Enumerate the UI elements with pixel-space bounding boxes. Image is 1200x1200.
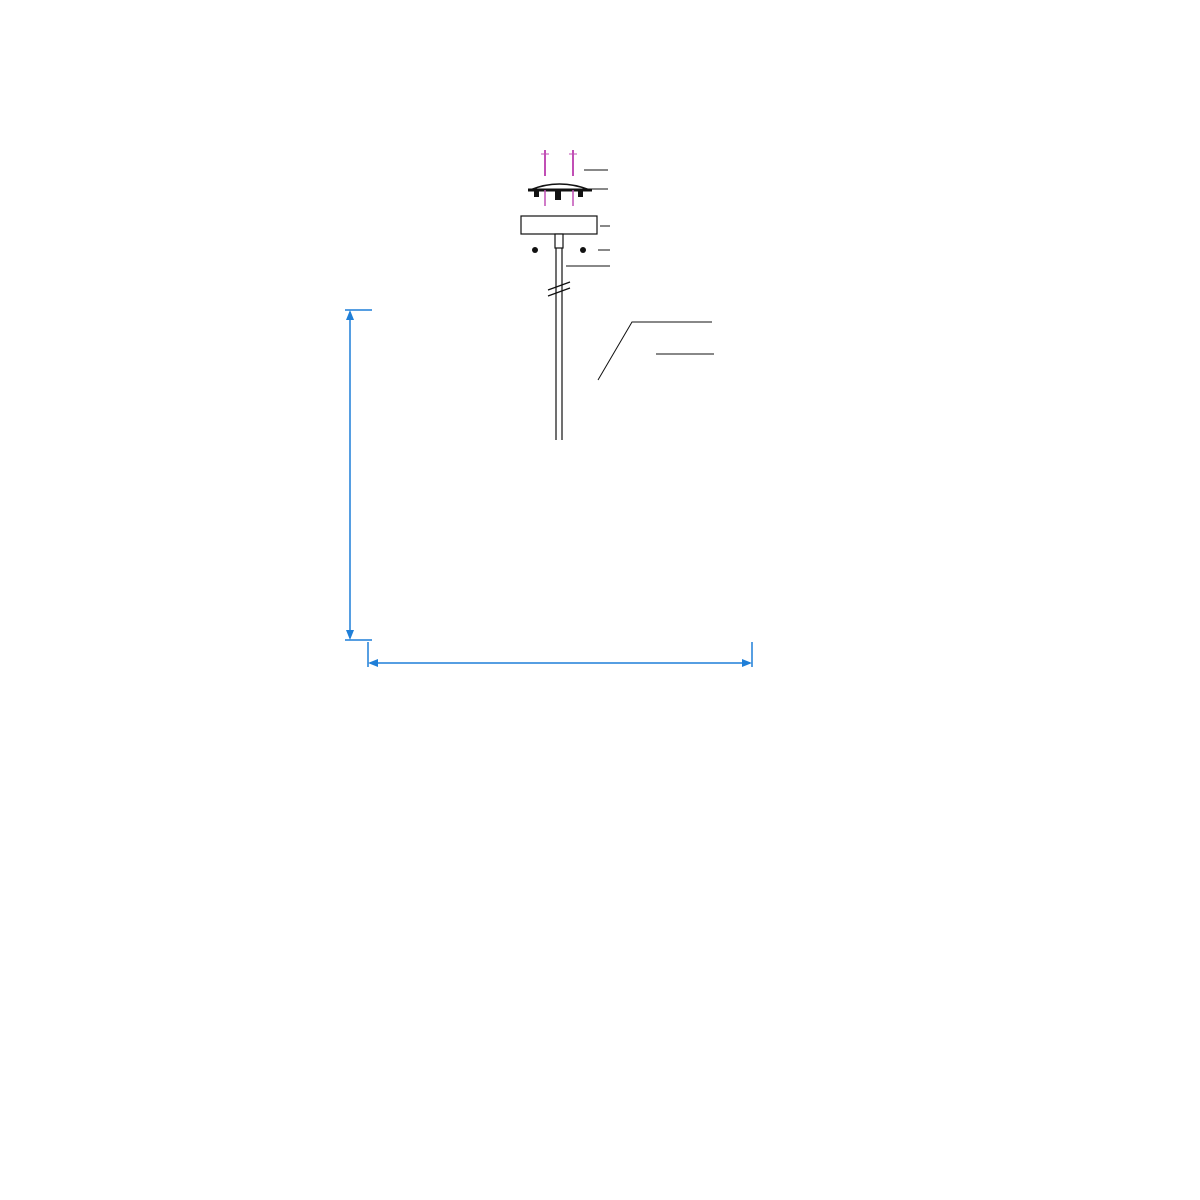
hanging-rod	[548, 248, 570, 440]
width-dimension-line	[368, 642, 752, 667]
expansion-screws	[541, 150, 577, 176]
mounting-plate	[528, 184, 592, 206]
ceiling-plate	[521, 216, 597, 253]
height-dimension-line	[345, 310, 372, 640]
leader-lines	[566, 170, 714, 380]
